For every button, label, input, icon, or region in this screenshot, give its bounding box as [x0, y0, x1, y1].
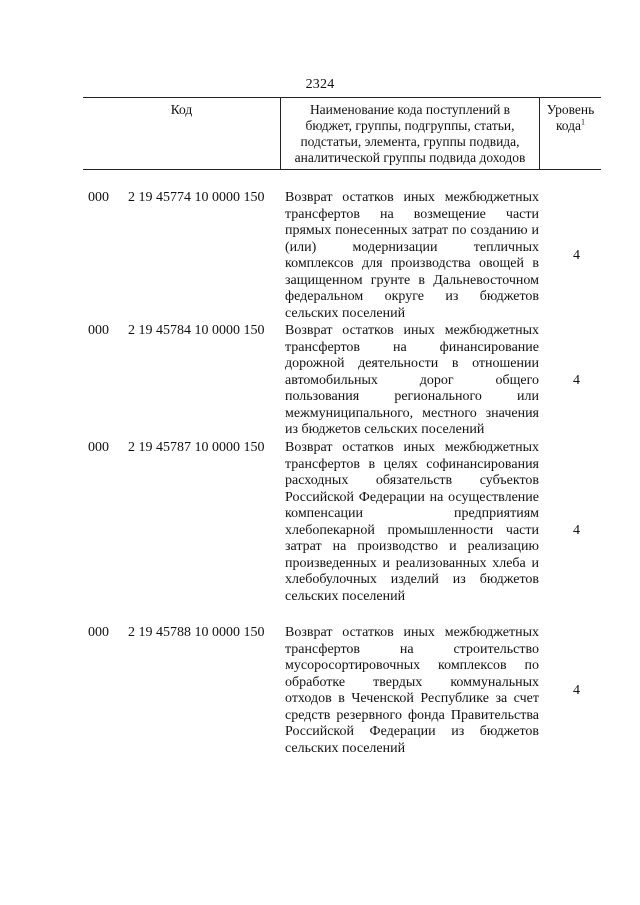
header-name-line: аналитической группы подвида доходов — [294, 150, 526, 165]
header-level-line: кода — [555, 118, 582, 133]
row-level: 4 — [573, 523, 580, 538]
row-level: 4 — [573, 683, 580, 698]
header-level — [540, 98, 601, 169]
header-name-line: подстатьи, элемента, группы подвида, — [300, 134, 520, 149]
row-level: 4 — [573, 248, 580, 263]
header-code-label: Код — [170, 102, 193, 117]
header-level-line: Уровень — [546, 102, 595, 117]
header-name — [281, 98, 540, 169]
row-description: Возврат остатков иных межбюджетных трансфертов на возмещение части прямых понесенных затрат по созданию и (или) модернизации тепличных комплексов для производства овощей в защищенном грунте в Дальневосточном федеральном округе из бюджетов сельских поселений — [285, 190, 539, 321]
header-name-line: бюджет, группы, подгруппы, статьи, — [305, 118, 515, 133]
row-code: 2 19 45787 10 0000 150 — [128, 440, 265, 455]
row-prefix: 000 — [88, 625, 109, 640]
row-code: 2 19 45774 10 0000 150 — [128, 190, 265, 205]
row-description: Возврат остатков иных межбюджетных трансфертов в целях софинансирования расходных обязательств субъектов Российской Федерации на осуществление компенсации предприятиям хлебопекарной промышленности части затрат на производство и реализацию произведенных и реализованных хлеба и хлебобулочных изделий из бюджетов сельских поселений — [285, 440, 539, 604]
row-prefix: 000 — [88, 323, 109, 338]
header-code — [83, 98, 281, 169]
row-prefix: 000 — [88, 190, 109, 205]
row-level: 4 — [573, 373, 580, 388]
page-number: 2324 — [305, 77, 335, 92]
footnote-marker: 1 — [581, 117, 586, 127]
row-code: 2 19 45784 10 0000 150 — [128, 323, 265, 338]
row-code: 2 19 45788 10 0000 150 — [128, 625, 265, 640]
row-description: Возврат остатков иных межбюджетных трансфертов на строительство мусоросортировочных комплексов по обработке твердых коммунальных отходов в Чеченской Республике за счет средств резервного фонда Правительства Российской Федерации из бюджетов сельских поселений — [285, 625, 539, 756]
table-header — [83, 97, 601, 170]
row-prefix: 000 — [88, 440, 109, 455]
header-name-line: Наименование кода поступлений в — [309, 102, 511, 117]
row-description: Возврат остатков иных межбюджетных трансфертов на финансирование дорожной деятельности в отношении автомобильных дорог общего пользования регионального или межмуниципального, местного значения из бюджетов сельских поселений — [285, 323, 539, 437]
